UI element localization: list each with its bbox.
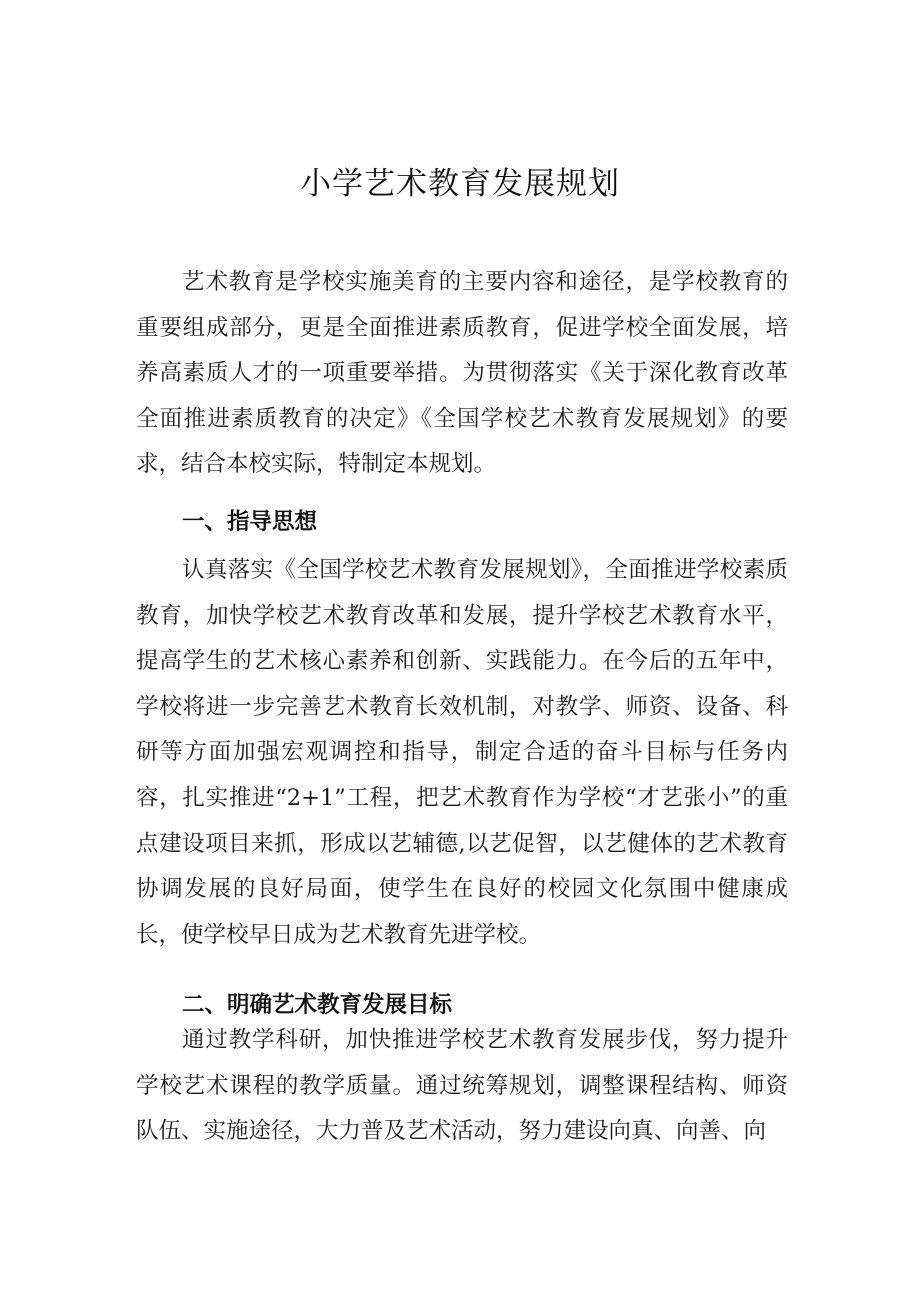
- section-heading-development-goals: 二、明确艺术教育发展目标: [182, 992, 453, 1018]
- document-title: 小学艺术教育发展规划: [300, 166, 620, 202]
- section-paragraph-guiding-ideology: 认真落实《全国学校艺术教育发展规划》，全面推进学校素质教育，加快学校艺术教育改革和发展，提升学校艺术教育水平，提高学生的艺术核心素养和创新、实践能力。在今后的五年中，学校将进一步完善艺术教育长效机制，对教学、师资、设备、科研等方面加强宏观调控和指导，制定合适的奋斗目标与任务内容，扎实推进“2+1”工程，把艺术教育作为学校“才艺张小”的重点建设项目来抓，形成以艺辅德,以艺促智，以艺健体的艺术教育协调发展的良好局面，使学生在良好的校园文化氛围中健康成长，使学校早日成为艺术教育先进学校。: [136, 557, 788, 948]
- intro-paragraph: 艺术教育是学校实施美育的主要内容和途径，是学校教育的重要组成部分，更是全面推进素质教育，促进学校全面发展，培养高素质人才的一项重要举措。为贯彻落实《关于深化教育改革全面推进素质教育的决定》《全国学校艺术教育发展规划》的要求，结合本校实际，特制定本规划。: [136, 269, 788, 478]
- section-paragraph-development-goals: 通过教学科研，加快推进学校艺术教育发展步伐，努力提升学校艺术课程的教学质量。通过统筹规划，调整课程结构、师资队伍、实施途径，大力普及艺术活动，努力建设向真、向善、向: [136, 1027, 788, 1145]
- section-heading-guiding-ideology: 一、指导思想: [182, 509, 318, 535]
